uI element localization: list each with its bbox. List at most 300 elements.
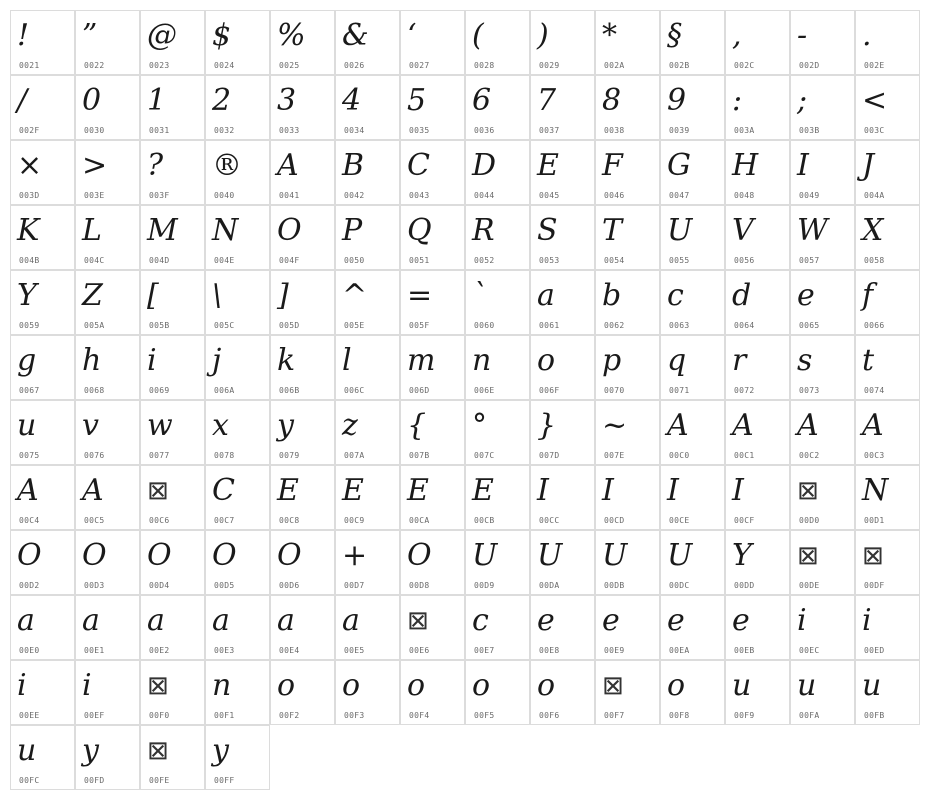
glyph-cell	[790, 75, 855, 140]
glyph-sample: F	[602, 148, 623, 183]
glyph-code: 00DB	[604, 581, 625, 590]
glyph-cell	[205, 270, 270, 335]
glyph-code: 00ED	[864, 646, 885, 655]
glyph-code: 00FF	[214, 776, 235, 785]
glyph-cell	[855, 75, 920, 140]
glyph-sample: o	[342, 668, 361, 703]
glyph-sample: O	[147, 538, 172, 573]
glyph-code: 00F6	[539, 711, 560, 720]
glyph-sample: t	[862, 343, 875, 378]
glyph-sample: <	[862, 83, 888, 118]
glyph-cell	[530, 400, 595, 465]
glyph-cell	[725, 205, 790, 270]
glyph-sample: O	[212, 538, 237, 573]
glyph-sample: 3	[277, 83, 297, 118]
glyph-code: 005A	[84, 321, 105, 330]
glyph-code: 002E	[864, 61, 885, 70]
glyph-sample: N	[212, 213, 239, 248]
glyph-cell	[595, 530, 660, 595]
glyph-sample: U	[602, 538, 628, 573]
glyph-cell	[10, 595, 75, 660]
glyph-code: 00D0	[799, 516, 820, 525]
glyph-code: 00DA	[539, 581, 560, 590]
glyph-sample: A	[732, 408, 754, 443]
glyph-cell	[400, 660, 465, 725]
missing-glyph-icon: ⊠	[407, 606, 429, 636]
glyph-cell	[660, 335, 725, 400]
glyph-cell	[790, 335, 855, 400]
glyph-code: 00F0	[149, 711, 170, 720]
glyph-code: 0052	[474, 256, 495, 265]
glyph-cell	[140, 400, 205, 465]
glyph-sample: u	[797, 668, 817, 703]
glyph-code: 0043	[409, 191, 430, 200]
glyph-sample: )	[537, 18, 549, 53]
missing-glyph-icon: ⊠	[147, 736, 169, 766]
glyph-cell	[465, 465, 530, 530]
glyph-sample: y	[212, 733, 229, 768]
glyph-sample: E	[537, 148, 559, 183]
glyph-sample: D	[472, 148, 497, 183]
glyph-sample: c	[472, 603, 489, 638]
glyph-code: 0059	[19, 321, 40, 330]
glyph-sample: C	[407, 148, 430, 183]
glyph-code: 007E	[604, 451, 625, 460]
glyph-code: 00C0	[669, 451, 690, 460]
glyph-code: 00FD	[84, 776, 105, 785]
glyph-cell	[790, 660, 855, 725]
glyph-sample: !	[17, 18, 30, 53]
glyph-sample: .	[862, 18, 872, 53]
glyph-code: 00DC	[669, 581, 690, 590]
glyph-sample: ]	[277, 278, 289, 313]
glyph-code: 005C	[214, 321, 235, 330]
glyph-code: 0038	[604, 126, 625, 135]
glyph-code: 0053	[539, 256, 560, 265]
glyph-cell	[335, 140, 400, 205]
glyph-sample: o	[537, 343, 556, 378]
glyph-sample: u	[732, 668, 752, 703]
glyph-cell	[10, 725, 75, 790]
glyph-code: 004F	[279, 256, 300, 265]
glyph-code: 005E	[344, 321, 365, 330]
glyph-cell	[140, 10, 205, 75]
glyph-sample: a	[212, 603, 230, 638]
glyph-cell	[270, 400, 335, 465]
glyph-sample: I	[667, 473, 679, 508]
glyph-code: 003C	[864, 126, 885, 135]
glyph-sample: x	[212, 408, 229, 443]
glyph-sample: U	[537, 538, 563, 573]
glyph-code: 0073	[799, 386, 820, 395]
glyph-code: 0031	[149, 126, 170, 135]
glyph-cell	[400, 140, 465, 205]
glyph-code: 00CD	[604, 516, 625, 525]
glyph-code: 0079	[279, 451, 300, 460]
glyph-sample: C	[212, 473, 235, 508]
glyph-code: 0062	[604, 321, 625, 330]
glyph-cell	[75, 335, 140, 400]
glyph-cell	[660, 140, 725, 205]
glyph-sample: A	[667, 408, 689, 443]
glyph-cell	[75, 660, 140, 725]
glyph-sample: 0	[82, 83, 102, 118]
glyph-code: 00E4	[279, 646, 300, 655]
glyph-code: 00D3	[84, 581, 105, 590]
glyph-code: 0037	[539, 126, 560, 135]
glyph-code: 00E1	[84, 646, 105, 655]
glyph-sample: U	[667, 538, 693, 573]
glyph-code: 006B	[279, 386, 300, 395]
glyph-sample: p	[602, 343, 622, 378]
glyph-code: 0036	[474, 126, 495, 135]
glyph-cell	[465, 270, 530, 335]
glyph-code: 00CA	[409, 516, 430, 525]
glyph-cell	[10, 335, 75, 400]
glyph-code: 0026	[344, 61, 365, 70]
glyph-code: 00E8	[539, 646, 560, 655]
glyph-sample: g	[17, 343, 37, 378]
glyph-sample: O	[277, 538, 302, 573]
glyph-sample: N	[862, 473, 889, 508]
glyph-sample: a	[17, 603, 35, 638]
glyph-code: 0061	[539, 321, 560, 330]
glyph-cell	[10, 205, 75, 270]
glyph-sample: A	[17, 473, 39, 508]
glyph-sample: a	[82, 603, 100, 638]
glyph-sample: O	[407, 538, 432, 573]
glyph-cell	[725, 335, 790, 400]
glyph-cell	[10, 10, 75, 75]
glyph-cell	[75, 205, 140, 270]
glyph-cell	[530, 10, 595, 75]
glyph-sample: E	[472, 473, 494, 508]
glyph-cell	[660, 660, 725, 725]
glyph-cell	[855, 140, 920, 205]
glyph-cell	[400, 530, 465, 595]
glyph-sample: G	[667, 148, 691, 183]
glyph-sample: E	[277, 473, 299, 508]
glyph-code: 002A	[604, 61, 625, 70]
glyph-code: 00FA	[799, 711, 820, 720]
glyph-sample: ‘	[407, 18, 417, 53]
glyph-code: 0067	[19, 386, 40, 395]
glyph-code: 00D5	[214, 581, 235, 590]
glyph-cell	[205, 595, 270, 660]
glyph-cell	[270, 335, 335, 400]
glyph-code: 0027	[409, 61, 430, 70]
glyph-sample: T	[602, 213, 623, 248]
glyph-code: 002F	[19, 126, 40, 135]
glyph-cell	[855, 335, 920, 400]
glyph-code: 0030	[84, 126, 105, 135]
glyph-cell	[465, 10, 530, 75]
glyph-sample: @	[147, 18, 177, 53]
glyph-cell	[205, 140, 270, 205]
glyph-sample: Z	[82, 278, 103, 313]
glyph-code: 00E2	[149, 646, 170, 655]
glyph-sample: q	[667, 343, 687, 378]
glyph-code: 00FB	[864, 711, 885, 720]
glyph-code: 0072	[734, 386, 755, 395]
glyph-cell	[335, 75, 400, 140]
glyph-cell	[530, 335, 595, 400]
glyph-code: 00E0	[19, 646, 40, 655]
glyph-cell	[10, 660, 75, 725]
glyph-sample: %	[277, 18, 306, 53]
glyph-sample: o	[472, 668, 491, 703]
glyph-code: 00D7	[344, 581, 365, 590]
glyph-cell	[270, 660, 335, 725]
glyph-code: 0023	[149, 61, 170, 70]
glyph-code: 00EE	[19, 711, 40, 720]
glyph-cell	[140, 75, 205, 140]
glyph-code: 0028	[474, 61, 495, 70]
glyph-sample: ,	[732, 18, 742, 53]
glyph-cell	[205, 725, 270, 790]
glyph-sample: 5	[407, 83, 427, 118]
glyph-cell	[595, 660, 660, 725]
glyph-cell	[270, 10, 335, 75]
glyph-cell	[10, 270, 75, 335]
glyph-code: 00D6	[279, 581, 300, 590]
glyph-cell	[855, 270, 920, 335]
glyph-cell	[725, 75, 790, 140]
glyph-sample: A	[277, 148, 299, 183]
glyph-sample: {	[407, 408, 427, 443]
glyph-code: 00C6	[149, 516, 170, 525]
glyph-cell	[790, 400, 855, 465]
glyph-sample: i	[862, 603, 872, 638]
glyph-sample: =	[407, 278, 433, 313]
glyph-code: 002D	[799, 61, 820, 70]
glyph-code: 003B	[799, 126, 820, 135]
glyph-code: 005B	[149, 321, 170, 330]
glyph-cell	[140, 725, 205, 790]
glyph-code: 00E6	[409, 646, 430, 655]
glyph-cell	[725, 10, 790, 75]
glyph-cell	[530, 140, 595, 205]
glyph-code: 0069	[149, 386, 170, 395]
glyph-sample: K	[17, 213, 40, 248]
glyph-sample: M	[147, 213, 178, 248]
glyph-cell	[465, 75, 530, 140]
glyph-code: 0050	[344, 256, 365, 265]
glyph-code: 0021	[19, 61, 40, 70]
glyph-sample: k	[277, 343, 296, 378]
glyph-code: 00FE	[149, 776, 170, 785]
glyph-sample: u	[17, 408, 37, 443]
glyph-sample: O	[17, 538, 42, 573]
glyph-cell	[335, 10, 400, 75]
glyph-cell	[530, 75, 595, 140]
glyph-code: 006A	[214, 386, 235, 395]
glyph-code: 007B	[409, 451, 430, 460]
glyph-cell	[790, 595, 855, 660]
glyph-code: 006D	[409, 386, 430, 395]
glyph-sample: ?	[147, 148, 164, 183]
glyph-sample: :	[732, 83, 743, 118]
glyph-code: 004A	[864, 191, 885, 200]
glyph-cell	[660, 270, 725, 335]
glyph-code: 00CB	[474, 516, 495, 525]
glyph-code: 00C8	[279, 516, 300, 525]
glyph-code: 00F4	[409, 711, 430, 720]
glyph-cell	[660, 10, 725, 75]
glyph-code: 0070	[604, 386, 625, 395]
glyph-cell	[10, 530, 75, 595]
glyph-cell	[140, 270, 205, 335]
glyph-cell	[465, 400, 530, 465]
glyph-sample: ®	[212, 148, 242, 183]
glyph-cell	[465, 140, 530, 205]
glyph-code: 00D8	[409, 581, 430, 590]
glyph-sample: a	[537, 278, 555, 313]
missing-glyph-icon: ⊠	[147, 476, 169, 506]
glyph-code: 007A	[344, 451, 365, 460]
glyph-sample: A	[82, 473, 104, 508]
glyph-code: 0064	[734, 321, 755, 330]
glyph-sample: U	[472, 538, 498, 573]
glyph-sample: `	[472, 278, 487, 313]
glyph-cell	[270, 465, 335, 530]
glyph-cell	[270, 140, 335, 205]
glyph-cell	[75, 270, 140, 335]
glyph-code: 004B	[19, 256, 40, 265]
glyph-sample: u	[862, 668, 882, 703]
glyph-cell	[660, 75, 725, 140]
glyph-code: 0055	[669, 256, 690, 265]
glyph-code: 00C2	[799, 451, 820, 460]
glyph-cell	[465, 660, 530, 725]
glyph-sample: i	[797, 603, 807, 638]
glyph-code: 00EA	[669, 646, 690, 655]
glyph-code: 00F3	[344, 711, 365, 720]
glyph-code: 006E	[474, 386, 495, 395]
glyph-sample: B	[342, 148, 365, 183]
glyph-cell	[205, 530, 270, 595]
glyph-cell	[10, 400, 75, 465]
glyph-cell	[465, 530, 530, 595]
glyph-code: 00F7	[604, 711, 625, 720]
glyph-cell	[725, 530, 790, 595]
glyph-cell	[855, 465, 920, 530]
glyph-sample: X	[862, 213, 884, 248]
glyph-code: 005F	[409, 321, 430, 330]
glyph-cell	[205, 10, 270, 75]
glyph-cell	[530, 465, 595, 530]
glyph-sample: j	[212, 343, 222, 378]
glyph-code: 0058	[864, 256, 885, 265]
glyph-sample: W	[797, 213, 828, 248]
glyph-code: 0034	[344, 126, 365, 135]
glyph-cell	[400, 270, 465, 335]
glyph-cell	[335, 660, 400, 725]
glyph-sample: l	[342, 343, 352, 378]
glyph-cell	[400, 75, 465, 140]
missing-glyph-icon: ⊠	[862, 541, 884, 571]
glyph-sample: I	[797, 148, 809, 183]
glyph-code: 00DD	[734, 581, 755, 590]
glyph-code: 004C	[84, 256, 105, 265]
glyph-cell	[75, 75, 140, 140]
glyph-code: 0032	[214, 126, 235, 135]
missing-glyph-icon: ⊠	[797, 476, 819, 506]
glyph-sample: o	[537, 668, 556, 703]
glyph-code: 00C3	[864, 451, 885, 460]
glyph-code: 0060	[474, 321, 495, 330]
glyph-grid	[10, 10, 920, 790]
glyph-cell	[660, 205, 725, 270]
glyph-cell	[335, 205, 400, 270]
glyph-cell	[400, 10, 465, 75]
glyph-sample: I	[537, 473, 549, 508]
glyph-cell	[270, 75, 335, 140]
glyph-sample: ;	[797, 83, 808, 118]
glyph-cell	[465, 595, 530, 660]
glyph-sample: e	[667, 603, 685, 638]
glyph-code: 003E	[84, 191, 105, 200]
glyph-sample: y	[82, 733, 99, 768]
glyph-code: 0077	[149, 451, 170, 460]
glyph-sample: n	[472, 343, 492, 378]
glyph-cell	[75, 530, 140, 595]
glyph-cell	[595, 140, 660, 205]
glyph-sample: w	[147, 408, 173, 443]
glyph-code: 00CE	[669, 516, 690, 525]
glyph-cell	[205, 660, 270, 725]
glyph-code: 0041	[279, 191, 300, 200]
glyph-sample: o	[407, 668, 426, 703]
glyph-code: 003D	[19, 191, 40, 200]
glyph-cell	[855, 595, 920, 660]
glyph-code: 0049	[799, 191, 820, 200]
glyph-sample: &	[342, 18, 369, 53]
glyph-sample: a	[277, 603, 295, 638]
glyph-cell	[75, 595, 140, 660]
glyph-code: 0025	[279, 61, 300, 70]
glyph-code: 00C4	[19, 516, 40, 525]
glyph-cell	[205, 465, 270, 530]
glyph-cell	[205, 75, 270, 140]
glyph-sample: f	[862, 278, 874, 313]
glyph-cell	[595, 465, 660, 530]
glyph-sample: A	[862, 408, 884, 443]
glyph-code: 00EC	[799, 646, 820, 655]
glyph-sample: (	[472, 18, 484, 53]
glyph-sample: a	[342, 603, 360, 638]
glyph-cell	[400, 335, 465, 400]
glyph-cell	[400, 465, 465, 530]
glyph-sample: 8	[602, 83, 622, 118]
glyph-code: 004E	[214, 256, 235, 265]
glyph-cell	[595, 595, 660, 660]
glyph-cell	[205, 400, 270, 465]
glyph-code: 0022	[84, 61, 105, 70]
glyph-code: 00F9	[734, 711, 755, 720]
glyph-code: 0029	[539, 61, 560, 70]
glyph-cell	[205, 335, 270, 400]
glyph-sample: e	[732, 603, 750, 638]
glyph-cell	[10, 140, 75, 205]
glyph-code: 0063	[669, 321, 690, 330]
glyph-sample: z	[342, 408, 358, 443]
glyph-sample: e	[537, 603, 555, 638]
glyph-sample: i	[17, 668, 27, 703]
glyph-sample: A	[797, 408, 819, 443]
glyph-cell	[790, 140, 855, 205]
glyph-cell	[335, 335, 400, 400]
